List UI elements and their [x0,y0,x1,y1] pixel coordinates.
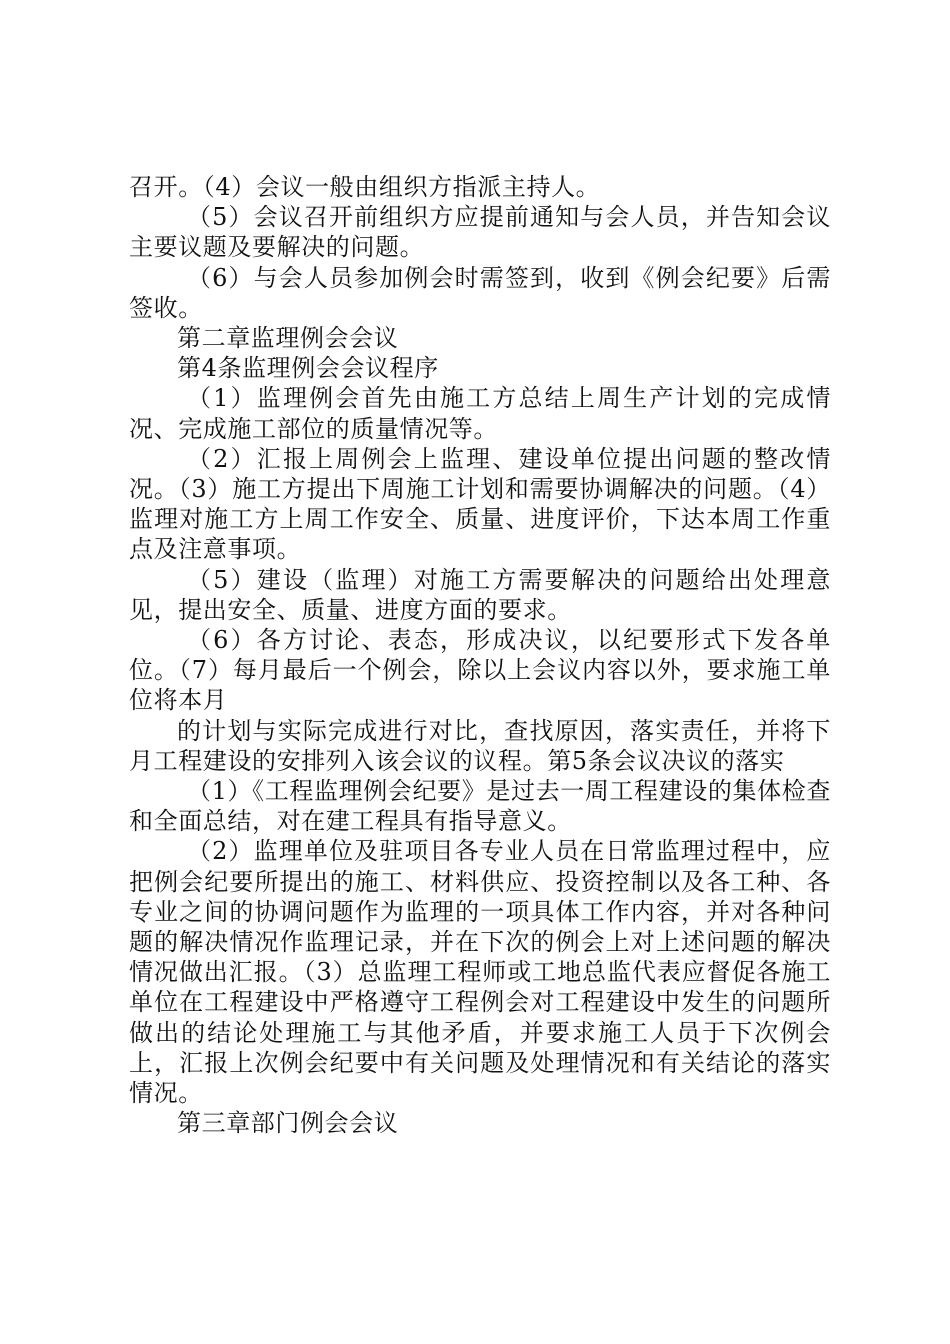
paragraph: （6）与会人员参加例会时需签到，收到《例会纪要》后需签收。 [129,263,831,322]
paragraph: （2）汇报上周例会上监理、建设单位提出问题的整改情况。（3）施工方提出下周施工计划和需要协调解决的问题。（4）监理对施工方上周工作安全、质量、进度评价，下达本周工作重点及注意事项。 [129,444,831,564]
chapter-heading: 第三章部门例会会议 [177,1109,399,1138]
paragraph: （2）监理单位及驻项目各专业人员在日常监理过程中，应把例会纪要所提出的施工、材料供应、投资控制以及各工种、各专业之间的协调问题作为监理的一项具体工作内容，并对各种问题的解决情况作监理记录，并在下次的例会上对上述问题的解决情况做出汇报。（3）总监理工程师或工地总监代表应督促各施工单位在工程建设中严格遵守工程例会对工程建设中发生的问题所做出的结论处理施工与其他矛盾，并要求施工人员于下次例会上，汇报上次例会纪要中有关问题及处理情况和有关结论的落实情况。 [129,837,831,1108]
paragraph: （1）《工程监理例会纪要》是过去一周工程建设的集体检查和全面总结，对在建工程具有指导意义。 [129,777,831,836]
paragraph: 召开。（4）会议一般由组织方指派主持人。 [129,173,601,201]
paragraph: 的计划与实际完成进行对比，查找原因，落实责任，并将下月工程建设的安排列入该会议的议程。第5条会议决议的落实 [129,716,831,775]
paragraph: （5）建设（监理）对施工方需要解决的问题给出处理意见，提出安全、质量、进度方面的要求。 [129,565,831,624]
article-heading: 第4条监理例会会议程序 [177,354,439,383]
document-body [129,172,831,1139]
paragraph: （6）各方讨论、表态，形成决议，以纪要形式下发各单位。（7）每月最后一个例会，除以上会议内容以外，要求施工单位将本月 [129,626,831,715]
chapter-heading: 第二章监理例会会议 [177,324,399,353]
paragraph: （1）监理例会首先由施工方总结上周生产计划的完成情况、完成施工部位的质量情况等。 [129,384,831,443]
paragraph: （5）会议召开前组织方应提前通知与会人员，并告知会议主要议题及要解决的问题。 [129,203,831,262]
